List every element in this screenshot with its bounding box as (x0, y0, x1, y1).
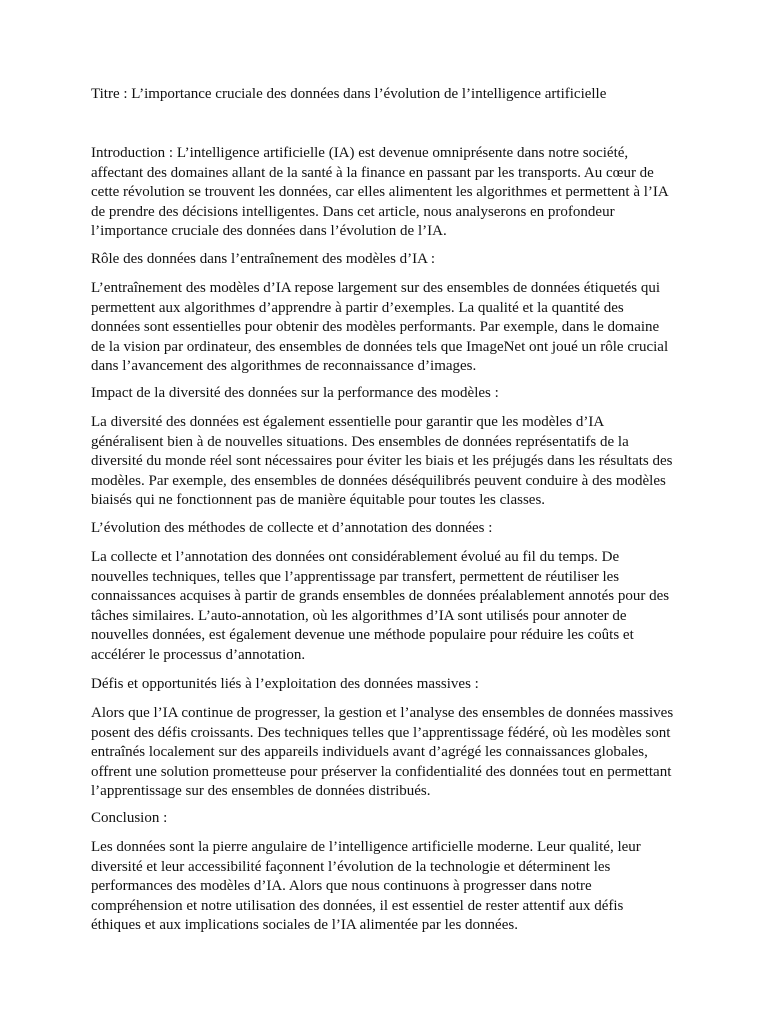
section-body-annotation: La collecte et l’annotation des données ont considérablement évolué au fil du temps. De nouvelles techniques, telles que l’apprentissage par transfert, permettent de réutiliser les connaissances acquises à partir de grands ensembles de données préalablement annotés pour des tâches similaires. L’auto-annotation, où les algorithmes d’IA sont utilisés pour annoter de nouvelles données, est également devenue une méthode populaire pour réduire les coûts et accélérer le processus d’annotation. (91, 549, 670, 663)
section-body-diversity: La diversité des données est également essentielle pour garantir que les modèles d’IA généralisent bien à de nouvelles situations. Des ensembles de données représentatifs de la diversité du monde réel sont nécessaires pour éviter les biais et les préjugés dans les résultats des modèles. Par exemple, des ensembles de données déséquilibrés peuvent conduire à des modèles biaisés qui ne fonctionnent pas de manière équitable pour toutes les classes. (91, 414, 673, 508)
section-heading-massive-data: Défis et opportunités liés à l’exploitation des données massives : (91, 676, 479, 692)
section-heading-role: Rôle des données dans l’entraînement des modèles d’IA : (91, 251, 436, 267)
section-body-conclusion: Les données sont la pierre angulaire de l’intelligence artificielle moderne. Leur qualité, leur diversité et leur accessibilité façonnent l’évolution de la technologie et déterminent les performances des modèles d’IA. Alors que nous continuons à progresser dans notre compréhension et notre utilisation des données, il est essentiel de rester attentif aux défis éthiques et aux implications sociales de l’IA alimentée par les données. (91, 839, 641, 933)
section-heading-annotation: L’évolution des méthodes de collecte et d’annotation des données : (91, 520, 493, 536)
introduction-paragraph: Introduction : L’intelligence artificielle (IA) est devenue omniprésente dans notre société, affectant des domaines allant de la santé à la finance en passant par les transports. Au cœur de cette révolution se trouvent les données, car elles alimentent les algorithmes et permettent à l’IA de prendre des décisions intelligentes. Dans cet article, nous analyserons en profondeur l’importance cruciale des données dans l’évolution de l’IA. (91, 145, 668, 239)
section-heading-conclusion: Conclusion : (91, 810, 168, 826)
document-title: Titre : L’importance cruciale des données dans l’évolution de l’intelligence artificielle (91, 86, 607, 102)
section-body-role: L’entraînement des modèles d’IA repose largement sur des ensembles de données étiquetés qui permettent aux algorithmes d’apprendre à partir d’exemples. La qualité et la quantité des données sont essentielles pour obtenir des modèles performants. Par exemple, dans le domaine de la vision par ordinateur, des ensembles de données tels que ImageNet ont joué un rôle crucial dans l’avancement des algorithmes de reconnaissance d’images. (91, 280, 669, 374)
section-heading-diversity: Impact de la diversité des données sur la performance des modèles : (91, 385, 499, 401)
section-body-massive-data: Alors que l’IA continue de progresser, la gestion et l’analyse des ensembles de données massives posent des défis croissants. Des techniques telles que l’apprentissage fédéré, où les modèles sont entraînés localement sur des appareils individuels avant d’agrégé les connaissances globales, offrent une solution prometteuse pour préserver la confidentialité des données tout en permettant l’apprentissage sur des ensembles de données distribués. (91, 705, 674, 799)
